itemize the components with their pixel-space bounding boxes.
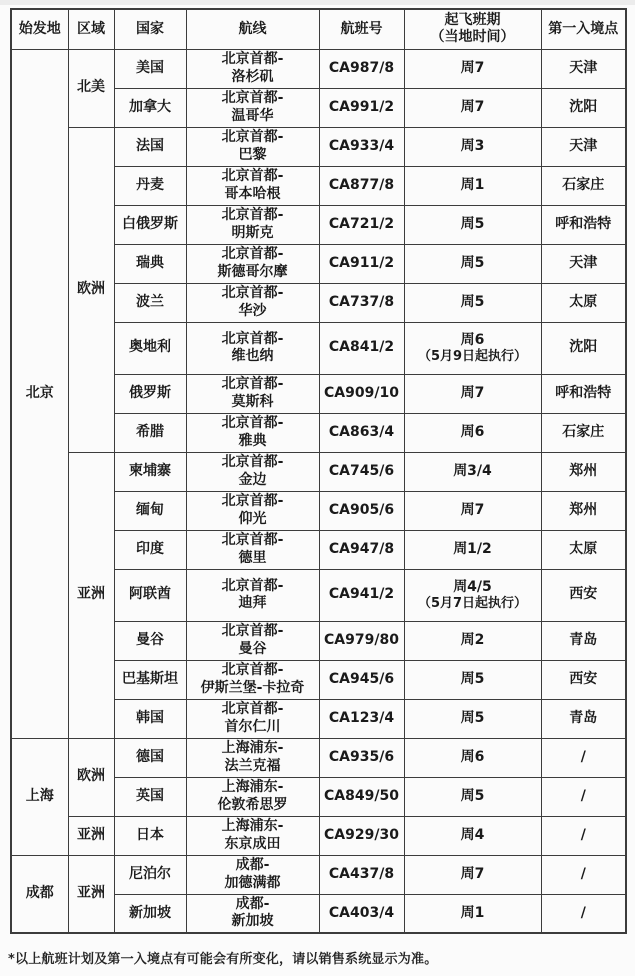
cell-country: 缅甸 [114,491,186,530]
cell-flight: CA745/6 [319,452,404,491]
cell-entry: / [541,855,626,894]
cell-route [186,413,319,452]
cell-flight: CA877/8 [319,166,404,205]
cell-flight: CA841/2 [319,322,404,374]
route-line2: 伊斯兰堡-卡拉奇 [200,679,305,696]
schedule-line1: 周3/4 [453,462,492,479]
schedule-line1: 周4/5 [453,578,492,595]
cell-schedule [404,374,541,413]
route-line1: 北京首都- [221,168,284,185]
cell-country: 印度 [114,530,186,569]
cell-country: 白俄罗斯 [114,205,186,244]
cell-country: 丹麦 [114,166,186,205]
header-flight: 航班号 [319,9,404,49]
cell-entry: / [541,777,626,816]
route-line1: 北京首都- [221,415,284,432]
cell-region-asia-beijing: 亚洲 [68,452,114,738]
route-line2: 仰光 [238,510,267,527]
cell-route [186,49,319,88]
schedule-line1: 周7 [460,865,485,882]
cell-flight: CA863/4 [319,413,404,452]
schedule-line1: 周7 [460,384,485,401]
cell-schedule [404,699,541,738]
cell-country: 韩国 [114,699,186,738]
cell-route [186,855,319,894]
route-line2: 首尔仁川 [224,718,281,735]
route-line1: 北京首都- [221,493,284,510]
cell-route [186,569,319,621]
route-line1: 北京首都- [221,623,284,640]
schedule-line1: 周1 [460,176,485,193]
cell-schedule [404,569,541,621]
route-line1: 北京首都- [221,285,284,302]
cell-route [186,621,319,660]
cell-route [186,530,319,569]
schedule-line1: 周7 [460,98,485,115]
cell-schedule [404,413,541,452]
schedule-line1: 周5 [460,254,485,271]
cell-country: 尼泊尔 [114,855,186,894]
cell-route [186,88,319,127]
schedule-line1: 周5 [460,215,485,232]
route-line2: 曼谷 [238,640,267,657]
cell-schedule [404,530,541,569]
route-line2: 维也纳 [231,348,274,364]
table-row [11,49,626,88]
route-line2: 明斯克 [231,224,274,241]
cell-entry: 太原 [541,530,626,569]
route-line2: 雅典 [238,432,267,449]
cell-country: 美国 [114,49,186,88]
route-line2: 金边 [238,471,267,488]
route-line2: 德里 [238,549,267,566]
route-line2: 新加坡 [231,913,274,930]
cell-flight: CA403/4 [319,894,404,933]
cell-route [186,374,319,413]
cell-route [186,244,319,283]
cell-entry: 呼和浩特 [541,205,626,244]
cell-region-asia-chengdu: 亚洲 [68,855,114,933]
cell-region-europe-beijing: 欧洲 [68,127,114,452]
route-line2: 莫斯科 [231,393,274,410]
route-line2: 东京成田 [224,835,281,852]
schedule-line1: 周7 [460,59,485,76]
table-row [11,127,626,166]
flight-schedule-table [10,8,627,934]
cell-schedule [404,738,541,777]
cell-entry: 郑州 [541,491,626,530]
cell-flight: CA905/6 [319,491,404,530]
cell-country: 法国 [114,127,186,166]
route-line2: 温哥华 [231,107,274,124]
cell-schedule [404,244,541,283]
header-origin: 始发地 [11,9,68,49]
cell-entry: 西安 [541,660,626,699]
cell-route [186,322,319,374]
cell-country: 阿联酋 [114,569,186,621]
schedule-line1: 周5 [460,293,485,310]
cell-schedule [404,855,541,894]
cell-schedule [404,660,541,699]
route-line1: 北京首都- [221,246,284,263]
cell-schedule [404,283,541,322]
cell-country: 加拿大 [114,88,186,127]
cell-schedule [404,777,541,816]
route-line1: 北京首都- [221,577,284,594]
cell-flight: CA933/4 [319,127,404,166]
cell-route [186,283,319,322]
cell-route [186,205,319,244]
route-line1: 北京首都- [221,207,284,224]
cell-route [186,738,319,777]
cell-country: 希腊 [114,413,186,452]
cell-schedule [404,205,541,244]
cell-flight: CA929/30 [319,816,404,855]
schedule-line1: 周5 [460,709,485,726]
route-line1: 上海浦东- [221,818,284,835]
cell-schedule [404,452,541,491]
route-line1: 北京首都- [221,330,284,347]
cell-schedule [404,49,541,88]
cell-entry: 太原 [541,283,626,322]
cell-flight: CA979/80 [319,621,404,660]
schedule-line1: 周5 [460,670,485,687]
route-line2: 加德满都 [224,874,281,891]
cell-schedule [404,894,541,933]
route-line2: 法兰克福 [224,757,281,774]
route-line2: 迪拜 [238,595,267,611]
cell-entry: / [541,816,626,855]
cell-route [186,491,319,530]
cell-route [186,894,319,933]
header-country: 国家 [114,9,186,49]
schedule-line1: 周6 [460,748,485,765]
cell-entry: 沈阳 [541,88,626,127]
cell-flight: CA945/6 [319,660,404,699]
header-region: 区域 [68,9,114,49]
cell-entry: 呼和浩特 [541,374,626,413]
cell-country: 日本 [114,816,186,855]
cell-country: 奥地利 [114,322,186,374]
route-line1: 成都- [235,896,270,913]
cell-flight: CA947/8 [319,530,404,569]
cell-country: 波兰 [114,283,186,322]
cell-entry: 青岛 [541,699,626,738]
header-schedule-line1: 起飞班期 [444,12,501,29]
route-line1: 北京首都- [221,129,284,146]
cell-route [186,777,319,816]
cell-entry: / [541,738,626,777]
cell-country: 德国 [114,738,186,777]
cell-schedule [404,621,541,660]
route-line1: 北京首都- [221,454,284,471]
cell-schedule [404,166,541,205]
cell-country: 柬埔寨 [114,452,186,491]
cell-flight: CA909/10 [319,374,404,413]
cell-route [186,660,319,699]
schedule-line1: 周4 [460,826,485,843]
cell-country: 俄罗斯 [114,374,186,413]
cell-flight: CA123/4 [319,699,404,738]
cell-entry: / [541,894,626,933]
header-schedule-line2: （当地时间） [430,29,515,46]
top-edge-strip [0,0,635,5]
cell-region-asia-shanghai: 亚洲 [68,816,114,855]
cell-route [186,816,319,855]
cell-entry: 西安 [541,569,626,621]
route-line1: 北京首都- [221,51,284,68]
header-schedule [404,9,541,49]
cell-route [186,699,319,738]
route-line1: 成都- [235,857,270,874]
route-line1: 北京首都- [221,90,284,107]
route-line1: 北京首都- [221,376,284,393]
table-row [11,855,626,894]
table-row [11,452,626,491]
cell-flight: CA991/2 [319,88,404,127]
schedule-line1: 周5 [460,787,485,804]
route-line2: 华沙 [238,302,267,319]
cell-route [186,127,319,166]
cell-entry: 沈阳 [541,322,626,374]
cell-entry: 青岛 [541,621,626,660]
schedule-line1: 周6 [460,331,485,348]
route-line1: 北京首都- [221,532,284,549]
schedule-line1: 周6 [460,423,485,440]
cell-origin-shanghai: 上海 [11,738,68,855]
route-line2: 伦敦希思罗 [217,796,288,813]
cell-flight: CA935/6 [319,738,404,777]
cell-schedule [404,816,541,855]
route-line2: 洛杉矶 [231,68,274,85]
cell-country: 瑞典 [114,244,186,283]
table-row [11,816,626,855]
cell-route [186,166,319,205]
cell-flight: CA437/8 [319,855,404,894]
schedule-line1: 周3 [460,137,485,154]
cell-entry: 石家庄 [541,413,626,452]
schedule-line1: 周2 [460,631,485,648]
cell-region-north-america: 北美 [68,49,114,127]
table-row [11,738,626,777]
cell-country: 巴基斯坦 [114,660,186,699]
cell-region-europe-shanghai: 欧洲 [68,738,114,816]
header-route: 航线 [186,9,319,49]
footnote: *以上航班计划及第一入境点有可能会有所变化，请以销售系统显示为准。 [8,952,438,967]
schedule-line1: 周1/2 [453,540,492,557]
cell-flight: CA941/2 [319,569,404,621]
cell-entry: 郑州 [541,452,626,491]
route-line1: 上海浦东- [221,740,284,757]
cell-entry: 天津 [541,49,626,88]
schedule-line1: 周7 [460,501,485,518]
cell-flight: CA987/8 [319,49,404,88]
cell-flight: CA737/8 [319,283,404,322]
schedule-line2: （5月7日起执行） [417,595,528,611]
cell-flight: CA911/2 [319,244,404,283]
cell-schedule [404,491,541,530]
cell-entry: 天津 [541,127,626,166]
cell-country: 新加坡 [114,894,186,933]
schedule-line2: （5月9日起执行） [417,348,528,364]
cell-origin-beijing: 北京 [11,49,68,738]
cell-entry: 天津 [541,244,626,283]
route-line1: 北京首都- [221,662,284,679]
cell-schedule [404,322,541,374]
cell-schedule [404,127,541,166]
header-row [11,9,626,49]
route-line2: 斯德哥尔摩 [217,263,288,280]
route-line2: 哥本哈根 [224,185,281,202]
route-line2: 巴黎 [238,146,267,163]
cell-origin-chengdu: 成都 [11,855,68,933]
cell-country: 曼谷 [114,621,186,660]
header-entry: 第一入境点 [541,9,626,49]
cell-flight: CA721/2 [319,205,404,244]
cell-country: 英国 [114,777,186,816]
schedule-line1: 周1 [460,904,485,921]
cell-route [186,452,319,491]
cell-entry: 石家庄 [541,166,626,205]
route-line1: 上海浦东- [221,779,284,796]
cell-schedule [404,88,541,127]
cell-flight: CA849/50 [319,777,404,816]
route-line1: 北京首都- [221,701,284,718]
